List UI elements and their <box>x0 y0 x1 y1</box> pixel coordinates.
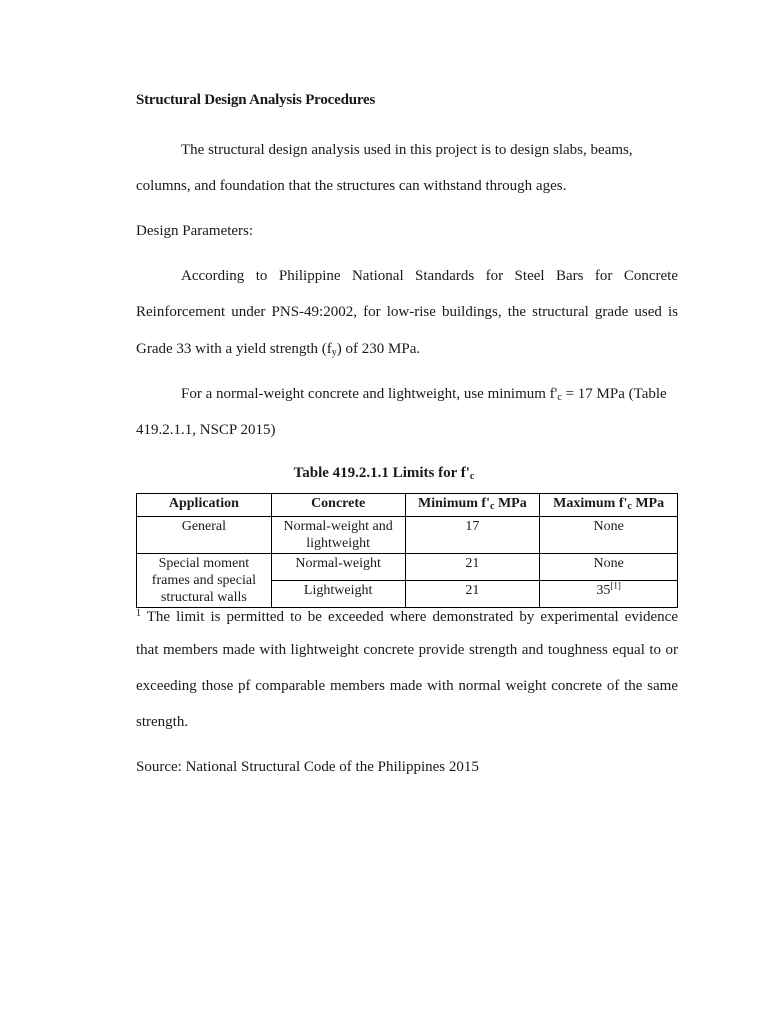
yield-subscript: y <box>331 347 337 358</box>
cell-maximum: None <box>540 554 678 581</box>
para3-line1-pre: For a normal-weight concrete and lightweight, use minimum f' <box>181 386 558 402</box>
header-maximum-sub: c <box>627 501 632 512</box>
cell-concrete: Lightweight <box>271 581 405 608</box>
para2-line1: According to Philippine National Standards for Steel Bars for Concrete <box>181 268 678 284</box>
header-minimum <box>405 494 540 517</box>
header-maximum-pre: Maximum f' <box>553 496 628 511</box>
para1-line1: The structural design analysis used in this project is to design slabs, beams, <box>181 142 633 158</box>
cell-maximum-value: 35 <box>596 583 611 598</box>
cell-application: Special moment frames and special structural walls <box>137 554 272 608</box>
para2-line3-pre: Grade 33 with a yield strength (f <box>136 341 332 357</box>
table-title-text: Table 419.2.1.1 Limits for f' <box>293 465 470 481</box>
footnote-mark: 1 <box>136 608 141 619</box>
footnote-line1-text: The limit is permitted to be exceeded where demonstrated by experimental evidence <box>141 609 678 625</box>
section-heading: Structural Design Analysis Procedures <box>136 92 376 108</box>
header-maximum <box>540 494 678 517</box>
cell-minimum: 21 <box>405 554 540 581</box>
table-row <box>137 517 678 554</box>
header-maximum-post: MPa <box>631 496 665 511</box>
cell-minimum: 17 <box>405 517 540 554</box>
footnote-line3: exceeding those pf comparable members made with normal weight concrete of the same <box>136 678 678 694</box>
cell-maximum: None <box>540 517 678 554</box>
para3-line1 <box>181 384 667 408</box>
para2-line2: Reinforcement under PNS-49:2002, for low-rise buildings, the structural grade used is <box>136 304 678 320</box>
para2-line3 <box>136 339 420 363</box>
para1-line2: columns, and foundation that the structures can withstand through ages. <box>136 178 567 194</box>
fc-subscript: c <box>557 392 562 403</box>
cell-minimum: 21 <box>405 581 540 608</box>
cell-concrete: Normal-weight and lightweight <box>271 517 405 554</box>
para2-line3-post: ) of 230 MPa. <box>336 341 421 357</box>
header-concrete: Concrete <box>271 494 405 517</box>
header-application: Application <box>137 494 272 517</box>
footnote-reference: [1] <box>610 580 621 591</box>
cell-concrete: Normal-weight <box>271 554 405 581</box>
cell-application: General <box>137 517 272 554</box>
source-citation: Source: National Structural Code of the Philippines 2015 <box>136 759 479 775</box>
limits-table <box>136 493 678 608</box>
header-minimum-sub: c <box>490 501 495 512</box>
table-header-row <box>137 494 678 517</box>
table-title-subscript: c <box>469 471 475 482</box>
header-minimum-post: MPa <box>494 496 527 511</box>
header-minimum-pre: Minimum f' <box>418 496 490 511</box>
table-row <box>137 554 678 581</box>
footnote-line2: that members made with lightweight concrete provide strength and toughness equal to or <box>136 642 678 658</box>
design-parameters-label: Design Parameters: <box>136 223 254 239</box>
footnote-line4: strength. <box>136 714 189 730</box>
table-title <box>0 465 768 482</box>
footnote-line1 <box>136 604 678 627</box>
para3-line1-post: = 17 MPa (Table <box>561 386 667 402</box>
para3-line2: 419.2.1.1, NSCP 2015) <box>136 422 276 438</box>
